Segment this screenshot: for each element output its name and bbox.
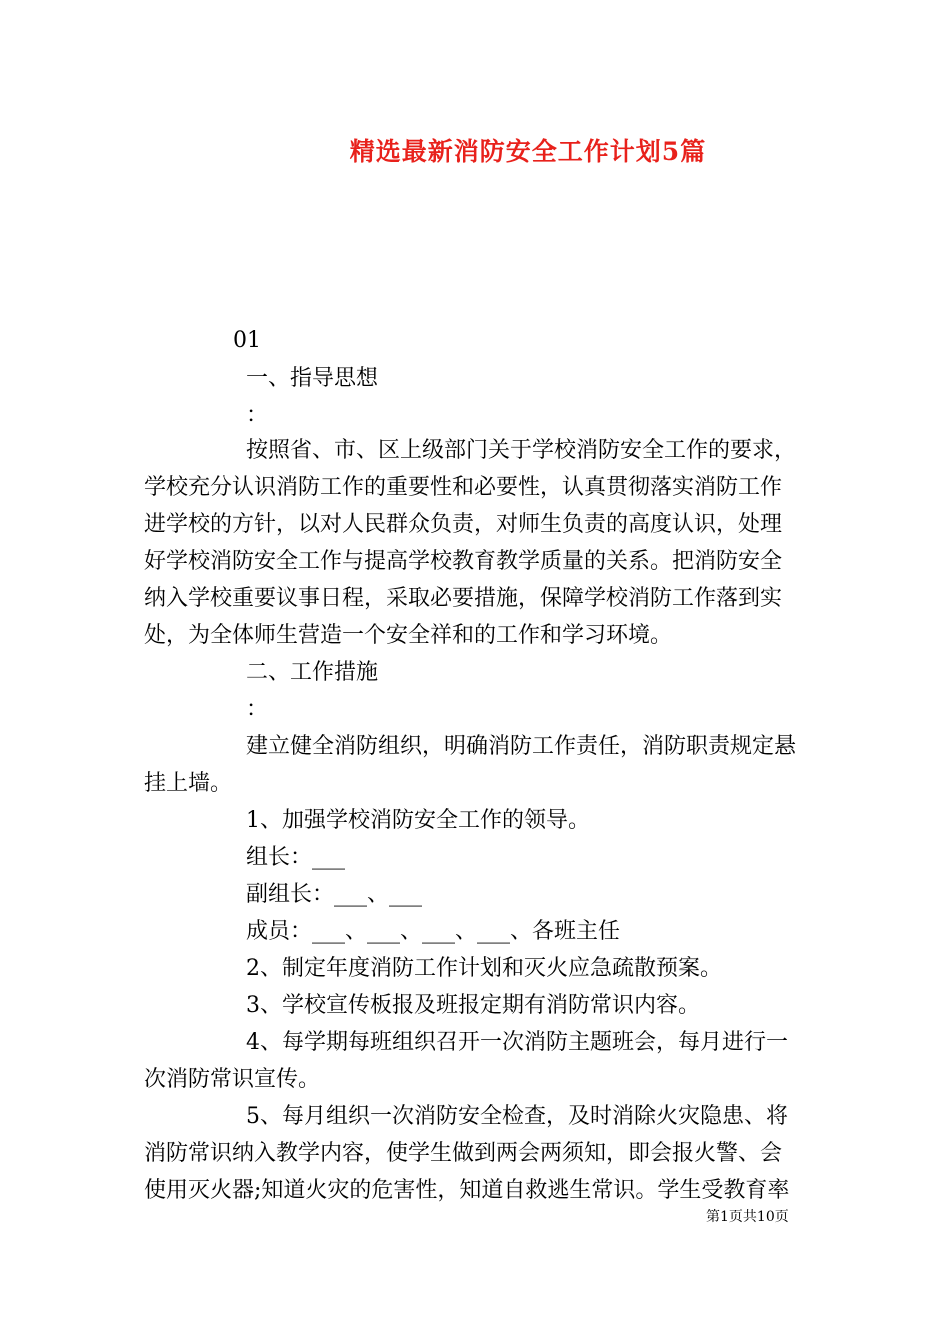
paragraph-line: 按照省、市、区上级部门关于学校消防安全工作的要求， <box>246 438 797 463</box>
paragraph-line: 进学校的方针，以对人民群众负责，对师生负责的高度认识，处理 <box>144 512 783 537</box>
list-item: 2、制定年度消防工作计划和灭火应急疏散预案。 <box>246 956 722 981</box>
heading-guiding-ideology: 一、指导思想 <box>246 366 379 391</box>
paragraph-line: 纳入学校重要议事日程，采取必要措施，保障学校消防工作落到实 <box>144 586 783 611</box>
list-item: 3、学校宣传板报及班报定期有消防常识内容。 <box>246 993 700 1018</box>
paragraph-line: 次消防常识宣传。 <box>144 1067 321 1092</box>
paragraph-line: 消防常识纳入教学内容，使学生做到两会两须知，即会报火警、会 <box>144 1141 783 1166</box>
paragraph-line: 学校充分认识消防工作的重要性和必要性，认真贯彻落实消防工作 <box>144 475 783 500</box>
members-line: 成员：___、___、___、___、各班主任 <box>246 919 621 944</box>
colon-line: ： <box>246 697 269 722</box>
paragraph-line: 处，为全体师生营造一个安全祥和的工作和学习环境。 <box>144 623 673 648</box>
paragraph-line: 建立健全消防组织，明确消防工作责任，消防职责规定悬 <box>246 734 797 759</box>
paragraph-line: 好学校消防安全工作与提高学校教育教学质量的关系。把消防安全 <box>144 549 783 574</box>
paragraph-line: 使用灭火器;知道火灾的危害性，知道自救逃生常识。学生受教育率 <box>144 1178 790 1203</box>
colon-line: ： <box>246 403 269 428</box>
page-footer: 第1页共10页 <box>706 1209 789 1225</box>
list-item: 5、每月组织一次消防安全检查，及时消除火灾隐患、将 <box>246 1104 788 1129</box>
deputy-leader-line: 副组长：___、___ <box>246 882 423 907</box>
document-title: 精选最新消防安全工作计划5篇 <box>349 137 707 166</box>
section-number: 01 <box>233 328 261 353</box>
list-item: 1、加强学校消防安全工作的领导。 <box>246 808 590 833</box>
team-leader-line: 组长：___ <box>246 845 346 870</box>
paragraph-line: 挂上墙。 <box>144 771 233 796</box>
heading-work-measures: 二、工作措施 <box>246 660 379 685</box>
list-item: 4、每学期每班组织召开一次消防主题班会，每月进行一 <box>246 1030 788 1055</box>
